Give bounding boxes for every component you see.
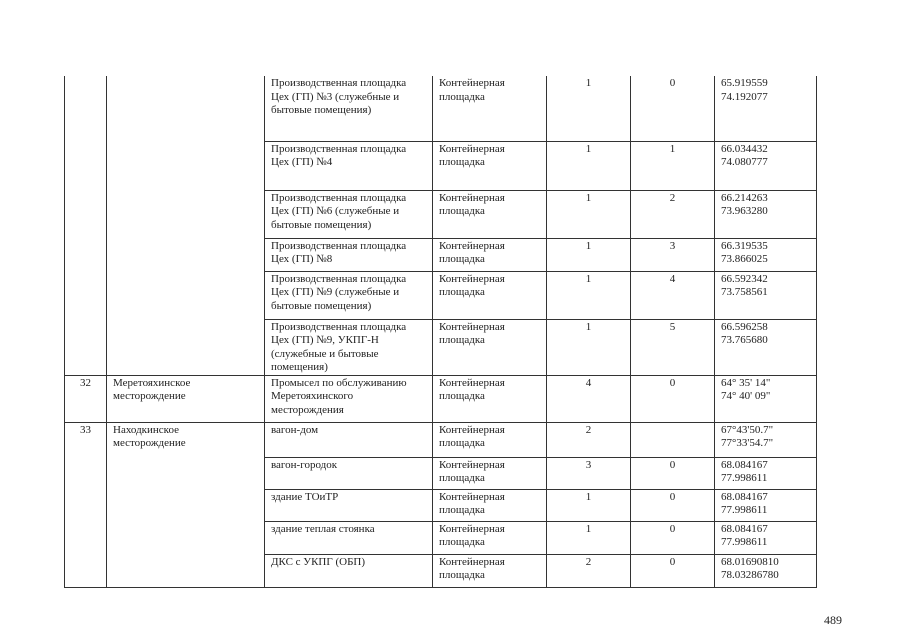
site-type: Контейнерная площадка	[433, 271, 547, 319]
count2-value	[631, 422, 715, 457]
object-name: здание ТОиТР	[265, 489, 433, 521]
site-type: Контейнерная площадка	[433, 141, 547, 190]
count-value: 1	[547, 76, 631, 141]
waste-sites-table	[64, 76, 817, 588]
coordinates: 67°43'50.7" 77°33'54.7"	[715, 422, 817, 457]
table-row	[65, 422, 817, 457]
count2-value: 0	[631, 375, 715, 422]
count2-value: 0	[631, 489, 715, 521]
field-name	[107, 76, 265, 375]
object-name: здание теплая стоянка	[265, 521, 433, 554]
coordinates: 66.319535 73.866025	[715, 238, 817, 271]
count-value: 4	[547, 375, 631, 422]
coordinates: 66.592342 73.758561	[715, 271, 817, 319]
object-name: Промысел по обслуживанию Меретояхинского месторождения	[265, 375, 433, 422]
table-row	[65, 76, 817, 141]
site-type: Контейнерная площадка	[433, 76, 547, 141]
site-type: Контейнерная площадка	[433, 457, 547, 489]
field-name: Меретояхинское месторождение	[107, 375, 265, 422]
site-type: Контейнерная площадка	[433, 238, 547, 271]
count-value: 1	[547, 141, 631, 190]
site-type: Контейнерная площадка	[433, 190, 547, 238]
count-value: 1	[547, 238, 631, 271]
coordinates: 65.919559 74.192077	[715, 76, 817, 141]
row-number: 32	[65, 375, 107, 422]
count2-value: 0	[631, 521, 715, 554]
count2-value: 2	[631, 190, 715, 238]
coordinates: 68.084167 77.998611	[715, 489, 817, 521]
count2-value: 0	[631, 554, 715, 587]
site-type: Контейнерная площадка	[433, 375, 547, 422]
object-name: Производственная площадка Цех (ГП) №9 (служебные и бытовые помещения)	[265, 271, 433, 319]
count-value: 1	[547, 190, 631, 238]
row-number	[65, 76, 107, 375]
count-value: 1	[547, 319, 631, 375]
site-type: Контейнерная площадка	[433, 521, 547, 554]
coordinates: 66.034432 74.080777	[715, 141, 817, 190]
count-value: 2	[547, 422, 631, 457]
coordinates: 64° 35' 14" 74° 40' 09"	[715, 375, 817, 422]
object-name: Производственная площадка Цех (ГП) №3 (служебные и бытовые помещения)	[265, 76, 433, 141]
coordinates: 68.084167 77.998611	[715, 457, 817, 489]
object-name: Производственная площадка Цех (ГП) №4	[265, 141, 433, 190]
object-name: вагон-городок	[265, 457, 433, 489]
count-value: 3	[547, 457, 631, 489]
count2-value: 0	[631, 76, 715, 141]
coordinates: 68.084167 77.998611	[715, 521, 817, 554]
object-name: вагон-дом	[265, 422, 433, 457]
count-value: 1	[547, 271, 631, 319]
coordinates: 66.596258 73.765680	[715, 319, 817, 375]
field-name: Находкинское месторождение	[107, 422, 265, 587]
coordinates: 68.01690810 78.03286780	[715, 554, 817, 587]
table-row	[65, 375, 817, 422]
count-value: 1	[547, 521, 631, 554]
count2-value: 0	[631, 457, 715, 489]
count-value: 2	[547, 554, 631, 587]
row-number: 33	[65, 422, 107, 587]
coordinates: 66.214263 73.963280	[715, 190, 817, 238]
site-type: Контейнерная площадка	[433, 422, 547, 457]
count2-value: 1	[631, 141, 715, 190]
site-type: Контейнерная площадка	[433, 554, 547, 587]
site-type: Контейнерная площадка	[433, 489, 547, 521]
object-name: Производственная площадка Цех (ГП) №8	[265, 238, 433, 271]
count-value: 1	[547, 489, 631, 521]
object-name: Производственная площадка Цех (ГП) №9, УКПГ-Н (служебные и бытовые помещения)	[265, 319, 433, 375]
object-name: ДКС с УКПГ (ОБП)	[265, 554, 433, 587]
count2-value: 3	[631, 238, 715, 271]
count2-value: 5	[631, 319, 715, 375]
site-type: Контейнерная площадка	[433, 319, 547, 375]
count2-value: 4	[631, 271, 715, 319]
page-number: 489	[824, 613, 842, 627]
object-name: Производственная площадка Цех (ГП) №6 (служебные и бытовые помещения)	[265, 190, 433, 238]
